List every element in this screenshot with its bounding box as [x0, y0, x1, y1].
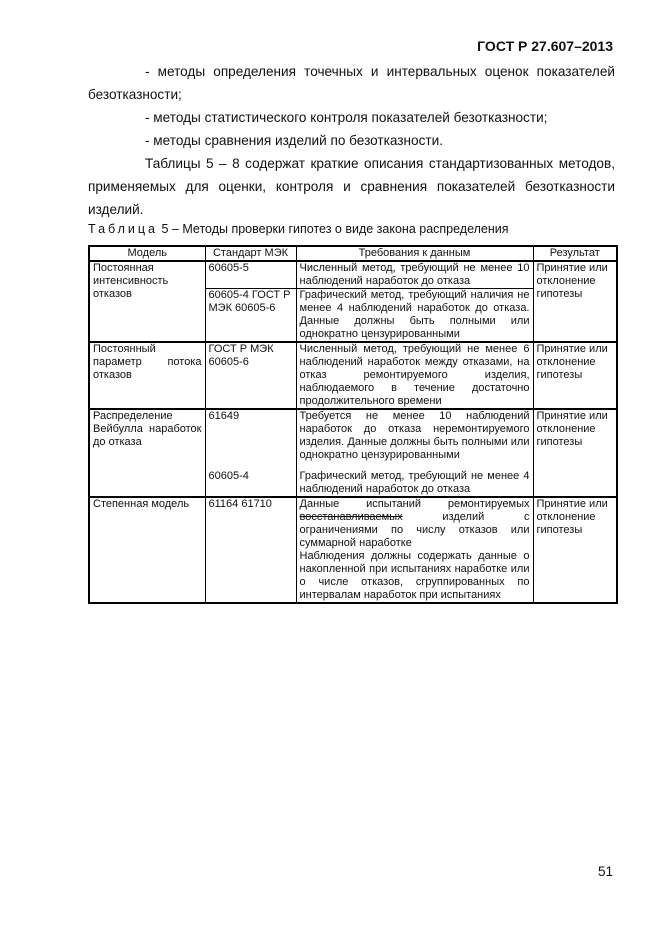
requirements-cell: Графический метод, требующий наличия не менее 4 наблюдений наработок до отказа. Данные должны быть полными или однократно цензурированными — [296, 289, 533, 343]
result-cell: Принятие или отклонение гипотезы — [533, 342, 617, 409]
paragraph: - методы статистического контроля показателей безотказности; — [145, 110, 548, 125]
table-row — [89, 497, 617, 603]
requirements-cell: Численный метод, требующий не менее 10 наблюдений наработок до отказа — [296, 261, 533, 289]
table-row — [89, 409, 617, 497]
paragraph: - методы сравнения изделий по безотказности. — [145, 133, 443, 148]
model-cell: Распределение Вейбулла наработок до отказа — [89, 409, 205, 497]
result-cell: Принятие или отклонение гипотезы — [533, 409, 617, 497]
requirements-cell: Данные испытаний ремонтируемых восстанавливаемых изделий с ограничениями по числу отказов или суммарной наработке Наблюдения должны содержать данные о накопленной при испытаниях наработке или о числе отказов, сгруппированных по интервалам наработок при испытаниях — [296, 497, 533, 603]
standard-cell: 60605-5 — [205, 261, 296, 289]
result-cell: Принятие или отклонение гипотезы — [533, 497, 617, 603]
table-row — [89, 261, 617, 289]
requirements-cell: Требуется не менее 10 наблюдений наработок до отказа неремонтируемого изделия. Данные должны быть полными или однократно цензурированными Графический метод, требующий не менее 4 наблюдений наработок до отказа — [296, 409, 533, 497]
standard-cell: 61649 60605-4 — [205, 409, 296, 497]
standard-cell: 60605-4 ГОСТ Р МЭК 60605-6 — [205, 289, 296, 343]
column-header: Модель — [89, 246, 205, 261]
table-row — [89, 342, 617, 409]
result-cell: Принятие или отклонение гипотезы — [533, 261, 617, 342]
model-cell: Степенная модель — [89, 497, 205, 603]
paragraph: Таблицы 5 – 8 содержат краткие описания стандартизованных методов, применяемых для оценки, контроля и сравнения показателей безотказности изделий. — [88, 156, 615, 217]
paragraph: - методы определения точечных и интервальных оценок показателей безотказности; — [88, 64, 615, 102]
column-header: Требования к данным — [296, 246, 533, 261]
table-caption: Таблица 5 – Методы проверки гипотез о виде закона распределения — [88, 222, 509, 236]
requirements-cell: Численный метод, требующий не менее 6 наблюдений наработок между отказами, на отказ ремонтируемого изделия, наблюдаемого в течение достаточно продолжительного времени — [296, 342, 533, 409]
table-header-row — [89, 246, 617, 261]
model-cell: Постоянная интенсивность отказов — [89, 261, 205, 342]
model-cell: Постоянный параметр потока отказов — [89, 342, 205, 409]
hypothesis-methods-table — [88, 245, 618, 604]
column-header: Результат — [533, 246, 617, 261]
document-code: ГОСТ Р 27.607–2013 — [477, 38, 613, 54]
standard-cell: 61164 61710 — [205, 497, 296, 603]
column-header: Стандарт МЭК — [205, 246, 296, 261]
standard-cell: ГОСТ Р МЭК 60605-6 — [205, 342, 296, 409]
page-number: 51 — [598, 864, 614, 879]
